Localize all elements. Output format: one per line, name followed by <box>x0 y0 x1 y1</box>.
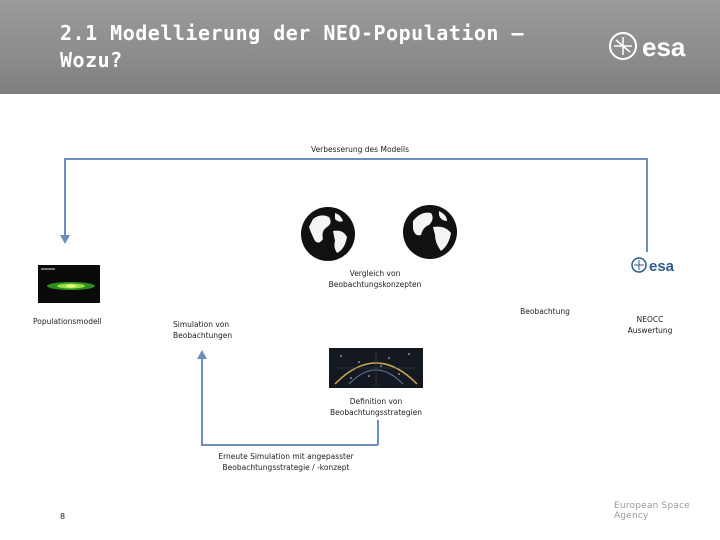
resim-label-line-2: Beobachtungsstrategie / -konzept <box>222 463 350 472</box>
header-banner <box>0 0 720 94</box>
arrow-down-icon <box>60 235 70 244</box>
loop-line-left <box>64 158 66 236</box>
footer-brand: European Space Agency <box>614 501 690 521</box>
population-model-label: Populationsmodell <box>33 317 102 326</box>
compare-label-line-1: Vergleich von <box>349 269 401 278</box>
sky-map-image <box>329 348 423 388</box>
definition-label <box>316 396 436 418</box>
loop-line-top <box>64 158 647 160</box>
page-number: 8 <box>60 512 66 521</box>
title-line-1: 2.1 Modellierung der NEO-Population – <box>60 21 525 45</box>
simulation-label-line-2: Beobachtungen <box>173 331 233 340</box>
esa-logo-text: esa <box>642 32 686 62</box>
resim-label <box>200 451 372 473</box>
esa-logo-icon <box>608 30 704 62</box>
page-title <box>60 20 580 74</box>
esa-small-logo-text: esa <box>649 258 675 274</box>
resim-line-bottom <box>201 444 378 446</box>
loop-line-right <box>646 158 648 252</box>
compare-label-line-2: Beobachtungskonzepten <box>328 280 422 289</box>
definition-label-line-1: Definition von <box>349 397 403 406</box>
esa-small-logo-icon <box>630 256 680 274</box>
resim-line-right <box>377 420 379 445</box>
globe-icon-1 <box>299 205 357 263</box>
globe-icon-2 <box>401 203 459 261</box>
resim-line-left <box>201 358 203 445</box>
neocc-label-line-2: Auswertung <box>627 326 673 335</box>
compare-label <box>310 268 440 290</box>
observation-label: Beobachtung <box>520 307 570 316</box>
neocc-label <box>622 314 678 336</box>
resim-label-line-1: Erneute Simulation mit angepasster <box>218 452 354 461</box>
population-model-image <box>38 265 100 303</box>
simulation-label <box>173 319 232 341</box>
title-line-2: Wozu? <box>60 48 123 72</box>
definition-label-line-2: Beobachtungsstrategien <box>330 408 422 417</box>
neocc-label-line-1: NEOCC <box>636 315 664 324</box>
improve-model-label: Verbesserung des Modells <box>311 145 409 154</box>
simulation-label-line-1: Simulation von <box>173 320 230 329</box>
